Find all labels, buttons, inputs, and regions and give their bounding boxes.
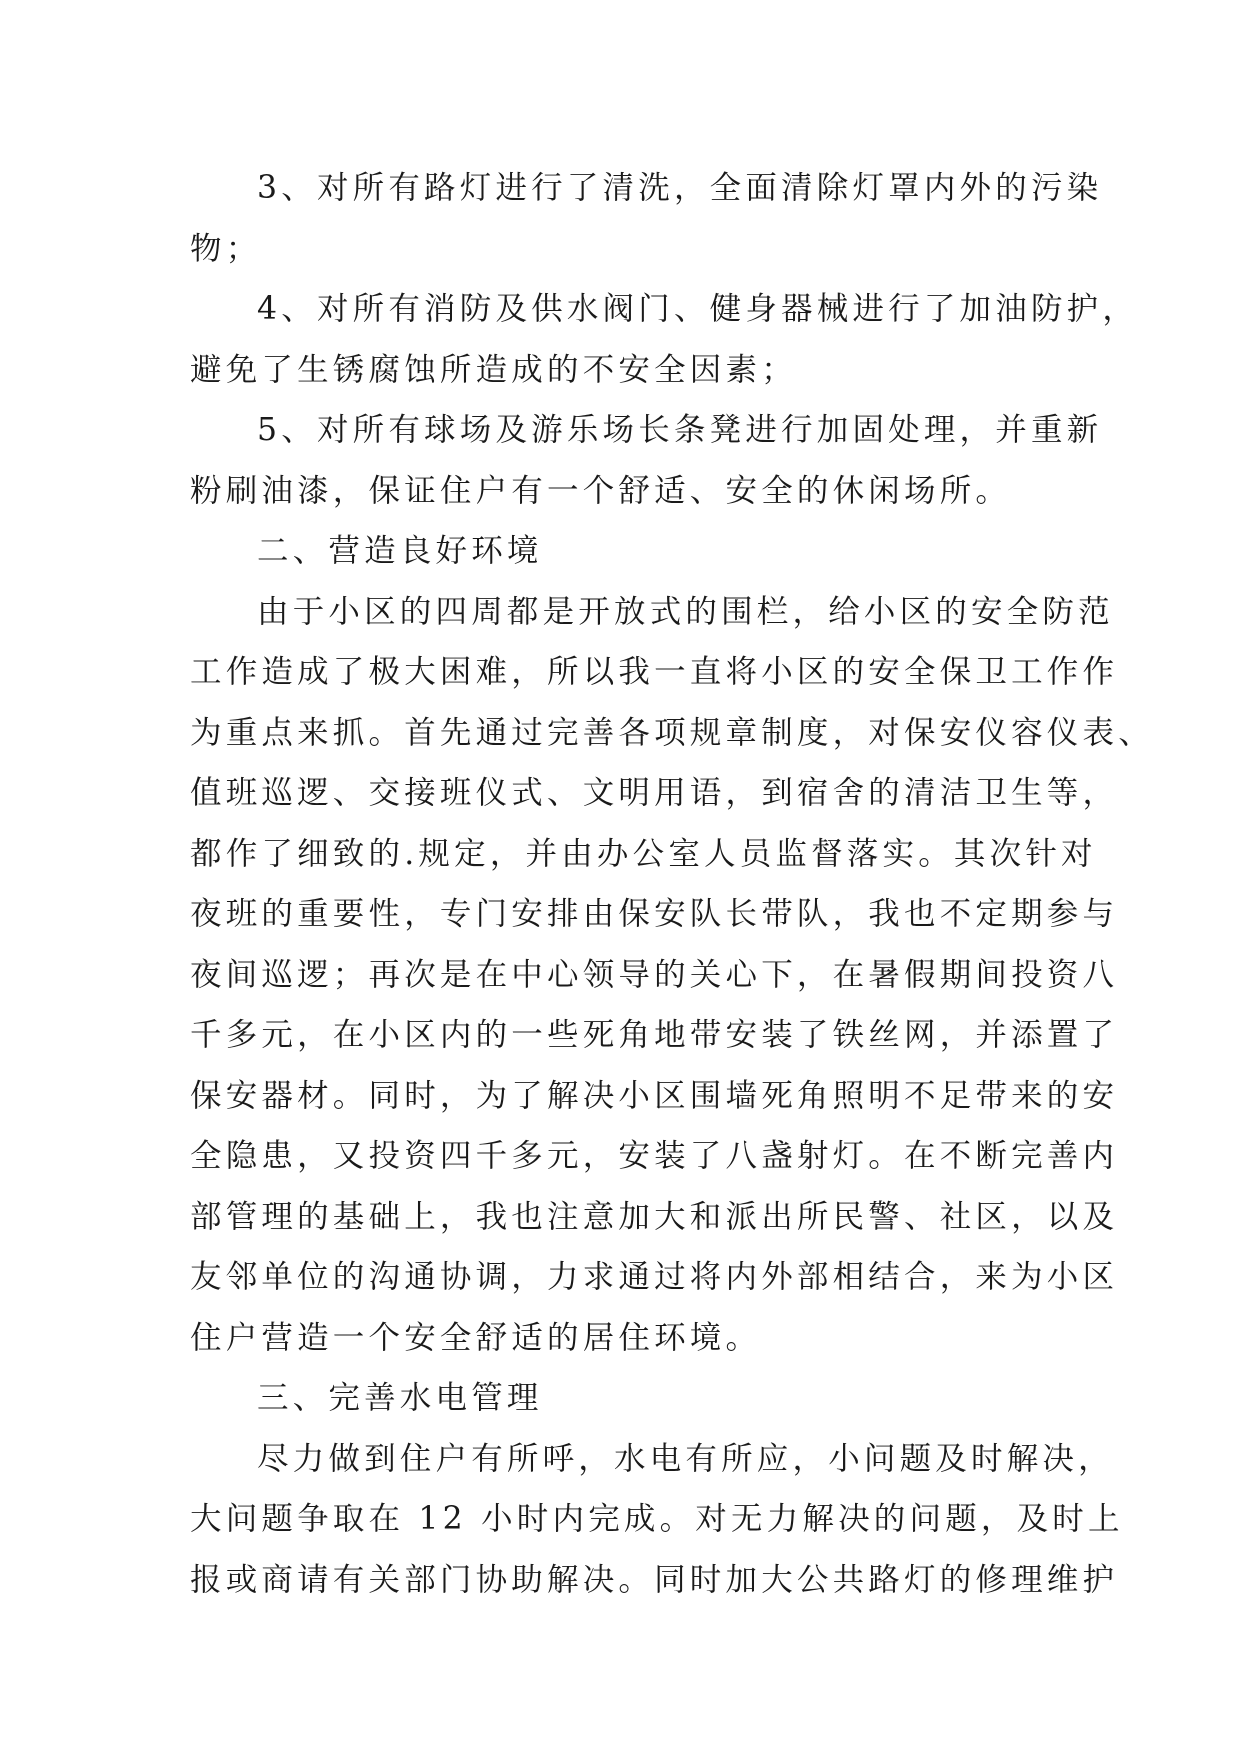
section-heading-utilities: 三、完善水电管理: [257, 1380, 543, 1416]
paragraph-security-line-12: 友邻单位的沟通协调，力求通过将内外部相结合，来为小区: [190, 1259, 1119, 1295]
paragraph-utilities-line-1: 尽力做到住户有所呼，水电有所应，小问题及时解决，: [257, 1440, 1114, 1477]
paragraph-security-line-6: 夜班的重要性，专门安排由保安队长带队，我也不定期参与: [190, 896, 1119, 932]
paragraph-security-line-8: 千多元，在小区内的一些死角地带安装了铁丝网，并添置了: [190, 1017, 1119, 1053]
paragraph-item-3-line-1: 3、对所有路灯进行了清洗，全面清除灯罩内外的污染: [257, 170, 1103, 206]
paragraph-security-line-11: 部管理的基础上，我也注意加大和派出所民警、社区，以及: [190, 1198, 1119, 1235]
paragraph-item-4-line-2: 避免了生锈腐蚀所造成的不安全因素；: [190, 351, 797, 388]
paragraph-item-5-line-1: 5、对所有球场及游乐场长条凳进行加固处理，并重新: [257, 412, 1103, 448]
paragraph-security-line-13: 住户营造一个安全舒适的居住环境。: [190, 1319, 762, 1356]
paragraph-item-3-line-2: 物；: [190, 230, 262, 267]
paragraph-security-line-7: 夜间巡逻；再次是在中心领导的关心下，在暑假期间投资八: [190, 956, 1119, 993]
paragraph-security-line-1: 由于小区的四周都是开放式的围栏，给小区的安全防范: [257, 593, 1114, 630]
paragraph-security-line-9: 保安器材。同时，为了解决小区围墙死角照明不足带来的安: [190, 1077, 1119, 1114]
paragraph-security-line-10: 全隐患，又投资四千多元，安装了八盏射灯。在不断完善内: [190, 1138, 1119, 1174]
paragraph-item-5-line-2: 粉刷油漆，保证住户有一个舒适、安全的休闲场所。: [190, 472, 1012, 509]
paragraph-utilities-line-3: 报或商请有关部门协助解决。同时加大公共路灯的修理维护: [190, 1561, 1119, 1598]
paragraph-security-line-2: 工作造成了极大困难，所以我一直将小区的安全保卫工作作: [190, 654, 1119, 690]
paragraph-utilities-line-2: 大问题争取在 12 小时内完成。对无力解决的问题，及时上: [190, 1501, 1124, 1537]
paragraph-security-line-5: 都作了细致的.规定，并由办公室人员监督落实。其次针对: [190, 835, 1097, 872]
section-heading-environment: 二、营造良好环境: [257, 533, 543, 569]
paragraph-security-line-3: 为重点来抓。首先通过完善各项规章制度，对保安仪容仪表、: [190, 714, 1154, 751]
paragraph-item-4-line-1: 4、对所有消防及供水阀门、健身器械进行了加油防护，: [257, 291, 1139, 327]
document-body: [190, 158, 1154, 1610]
paragraph-security-line-4: 值班巡逻、交接班仪式、文明用语，到宿舍的清洁卫生等，: [190, 775, 1119, 811]
